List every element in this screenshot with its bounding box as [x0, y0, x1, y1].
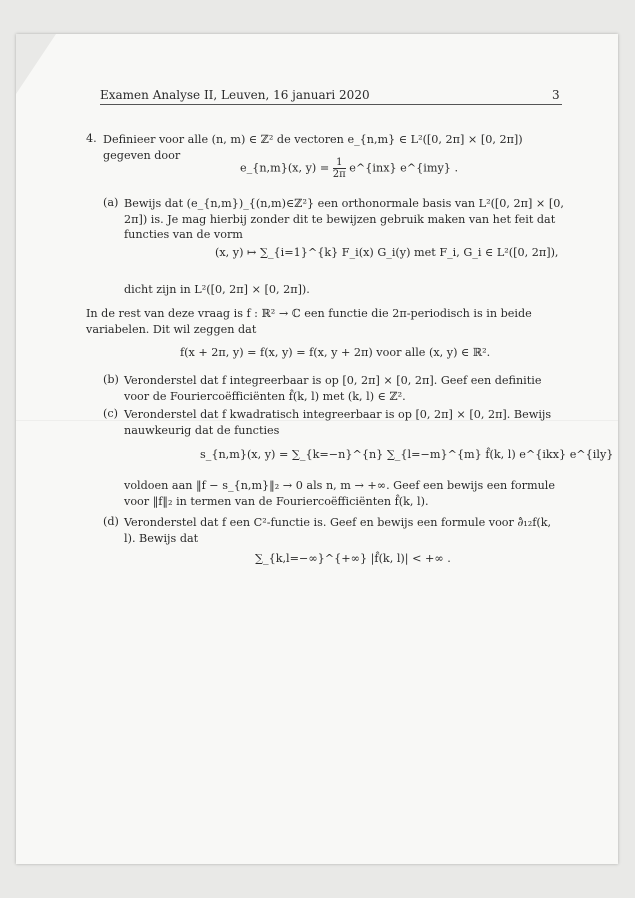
folded-corner [16, 34, 56, 94]
part-d-text: Veronderstel dat f een C²-functie is. Geef en bewijs een formule voor ∂̂₁₂f(k, l). Bewijs dat [124, 516, 552, 545]
question-intro: Definieer voor alle (n, m) ∈ ℤ² de vectoren e_{n,m} ∈ L²([0, 2π] × [0, 2π]) gegeven door [103, 133, 523, 162]
equation-basis-lhs: e_{n,m}(x, y) = [240, 161, 330, 175]
fraction-denominator: 2π [332, 169, 346, 180]
part-c-label: (c) [103, 407, 118, 420]
part-d-label: (d) [103, 515, 119, 528]
part-a-label: (a) [103, 196, 119, 209]
page-number: 3 [552, 88, 560, 102]
part-a-text: Bewijs dat (e_{n,m})_{(n,m)∈ℤ²} een orthonormale basis van L²([0, 2π] × [0, 2π]) is. Je mag hierbij zonder dit te bewijzen gebruik maken van het feit dat functies van de vorm [124, 197, 564, 241]
equation-basis-rhs: e^{inx} e^{imy} . [349, 161, 459, 175]
page-header-title: Examen Analyse II, Leuven, 16 januari 2020 [100, 88, 370, 102]
part-a-tail: dicht zijn in L²([0, 2π] × [0, 2π]). [124, 283, 310, 296]
header-rule [100, 104, 562, 105]
equation-basis-fraction [333, 157, 346, 180]
question-number: 4. [86, 132, 97, 145]
part-d-equation: ∑_{k,l=−∞}^{+∞} |f̂(k, l)| < +∞ . [255, 552, 451, 565]
part-a-equation: (x, y) ↦ ∑_{i=1}^{k} F_i(x) G_i(y) met F_i, G_i ∈ L²([0, 2π]), [215, 246, 559, 259]
part-c-equation: s_{n,m}(x, y) = ∑_{k=−n}^{n} ∑_{l=−m}^{m} f̂(k, l) e^{ikx} e^{ily} [200, 448, 614, 461]
periodicity-text: In de rest van deze vraag is f : ℝ² → ℂ een functie die 2π-periodisch is in beide variabelen. Dit wil zeggen dat [86, 307, 532, 336]
fraction-numerator: 1 [336, 157, 343, 168]
part-c-text: Veronderstel dat f kwadratisch integreerbaar is op [0, 2π] × [0, 2π]. Bewijs nauwkeurig dat de functies [124, 408, 552, 437]
part-c-tail: voldoen aan ‖f − s_{n,m}‖₂ → 0 als n, m → +∞. Geef een bewijs een formule voor ‖f‖₂ in termen van de Fouriercoëfficiënten f̂(k, l). [124, 479, 555, 508]
part-b-label: (b) [103, 373, 119, 386]
equation-basis [240, 157, 458, 180]
periodicity-equation: f(x + 2π, y) = f(x, y) = f(x, y + 2π) voor alle (x, y) ∈ ℝ². [180, 346, 491, 359]
part-b-text: Veronderstel dat f integreerbaar is op [0, 2π] × [0, 2π]. Geef een definitie voor de Fouriercoëfficiënten f̂(k, l) met (k, l) ∈ ℤ². [124, 374, 542, 403]
